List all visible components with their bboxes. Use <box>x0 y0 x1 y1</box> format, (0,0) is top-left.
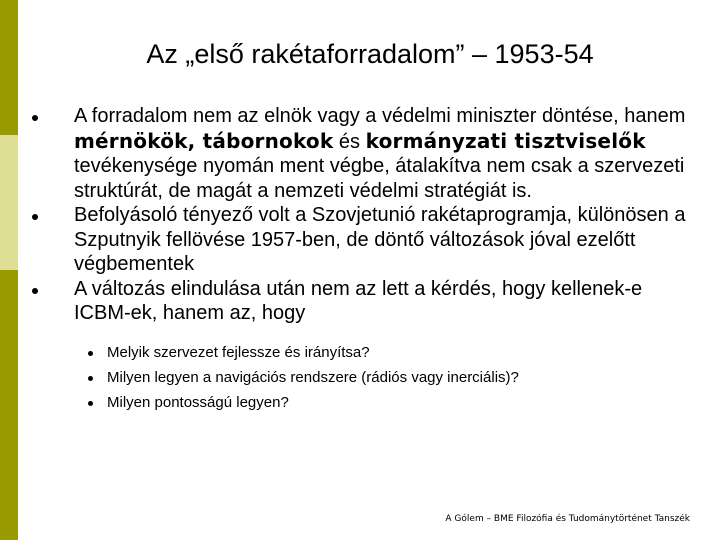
bullet-text: Befolyásoló tényező volt a Szovjetunió rakétaprogramja, különösen a Szputnyik fellövése 1957-ben, de döntő változások jóval ezelőtt végbementek <box>74 204 686 275</box>
sidebar-segment <box>0 360 18 540</box>
bullet-text: A forradalom nem az elnök vagy a védelmi miniszter döntése, hanem <box>74 105 686 127</box>
sidebar-accent-bar <box>0 0 18 540</box>
bullet-text: tevékenysége nyomán ment végbe, átalakítva nem csak a szervezeti struktúrát, de magát a nemzeti védelmi stratégiát is. <box>74 155 685 202</box>
bullet-item <box>32 104 702 203</box>
sidebar-segment <box>0 0 18 135</box>
slide-footer: A Gólem – BME Filozófia és Tudománytörténet Tanszék <box>445 514 690 524</box>
sub-bullet-item: Milyen pontosságú legyen? <box>74 390 702 415</box>
sidebar-segment <box>0 135 18 270</box>
bullet-text: és <box>333 130 366 153</box>
bullet-item <box>32 203 702 277</box>
bullet-bold-text: kormányzati tisztviselők <box>365 128 646 153</box>
bullet-item <box>32 277 702 415</box>
sub-bullet-item: Milyen legyen a navigációs rendszere (rádiós vagy inerciális)? <box>74 365 702 390</box>
slide-title: Az „első rakétaforradalom” – 1953-54 <box>146 39 594 69</box>
bullet-list <box>32 104 702 415</box>
sidebar-segment <box>0 270 18 360</box>
sub-bullet-item: Melyik szervezet fejlessze és irányítsa? <box>74 340 702 365</box>
bullet-bold-text: mérnökök, tábornokok <box>74 128 334 153</box>
bullet-text: A változás elindulása után nem az lett a kérdés, hogy kellenek-e ICBM-ek, hanem az, hogy <box>74 277 643 324</box>
sub-bullet-list <box>74 340 702 415</box>
